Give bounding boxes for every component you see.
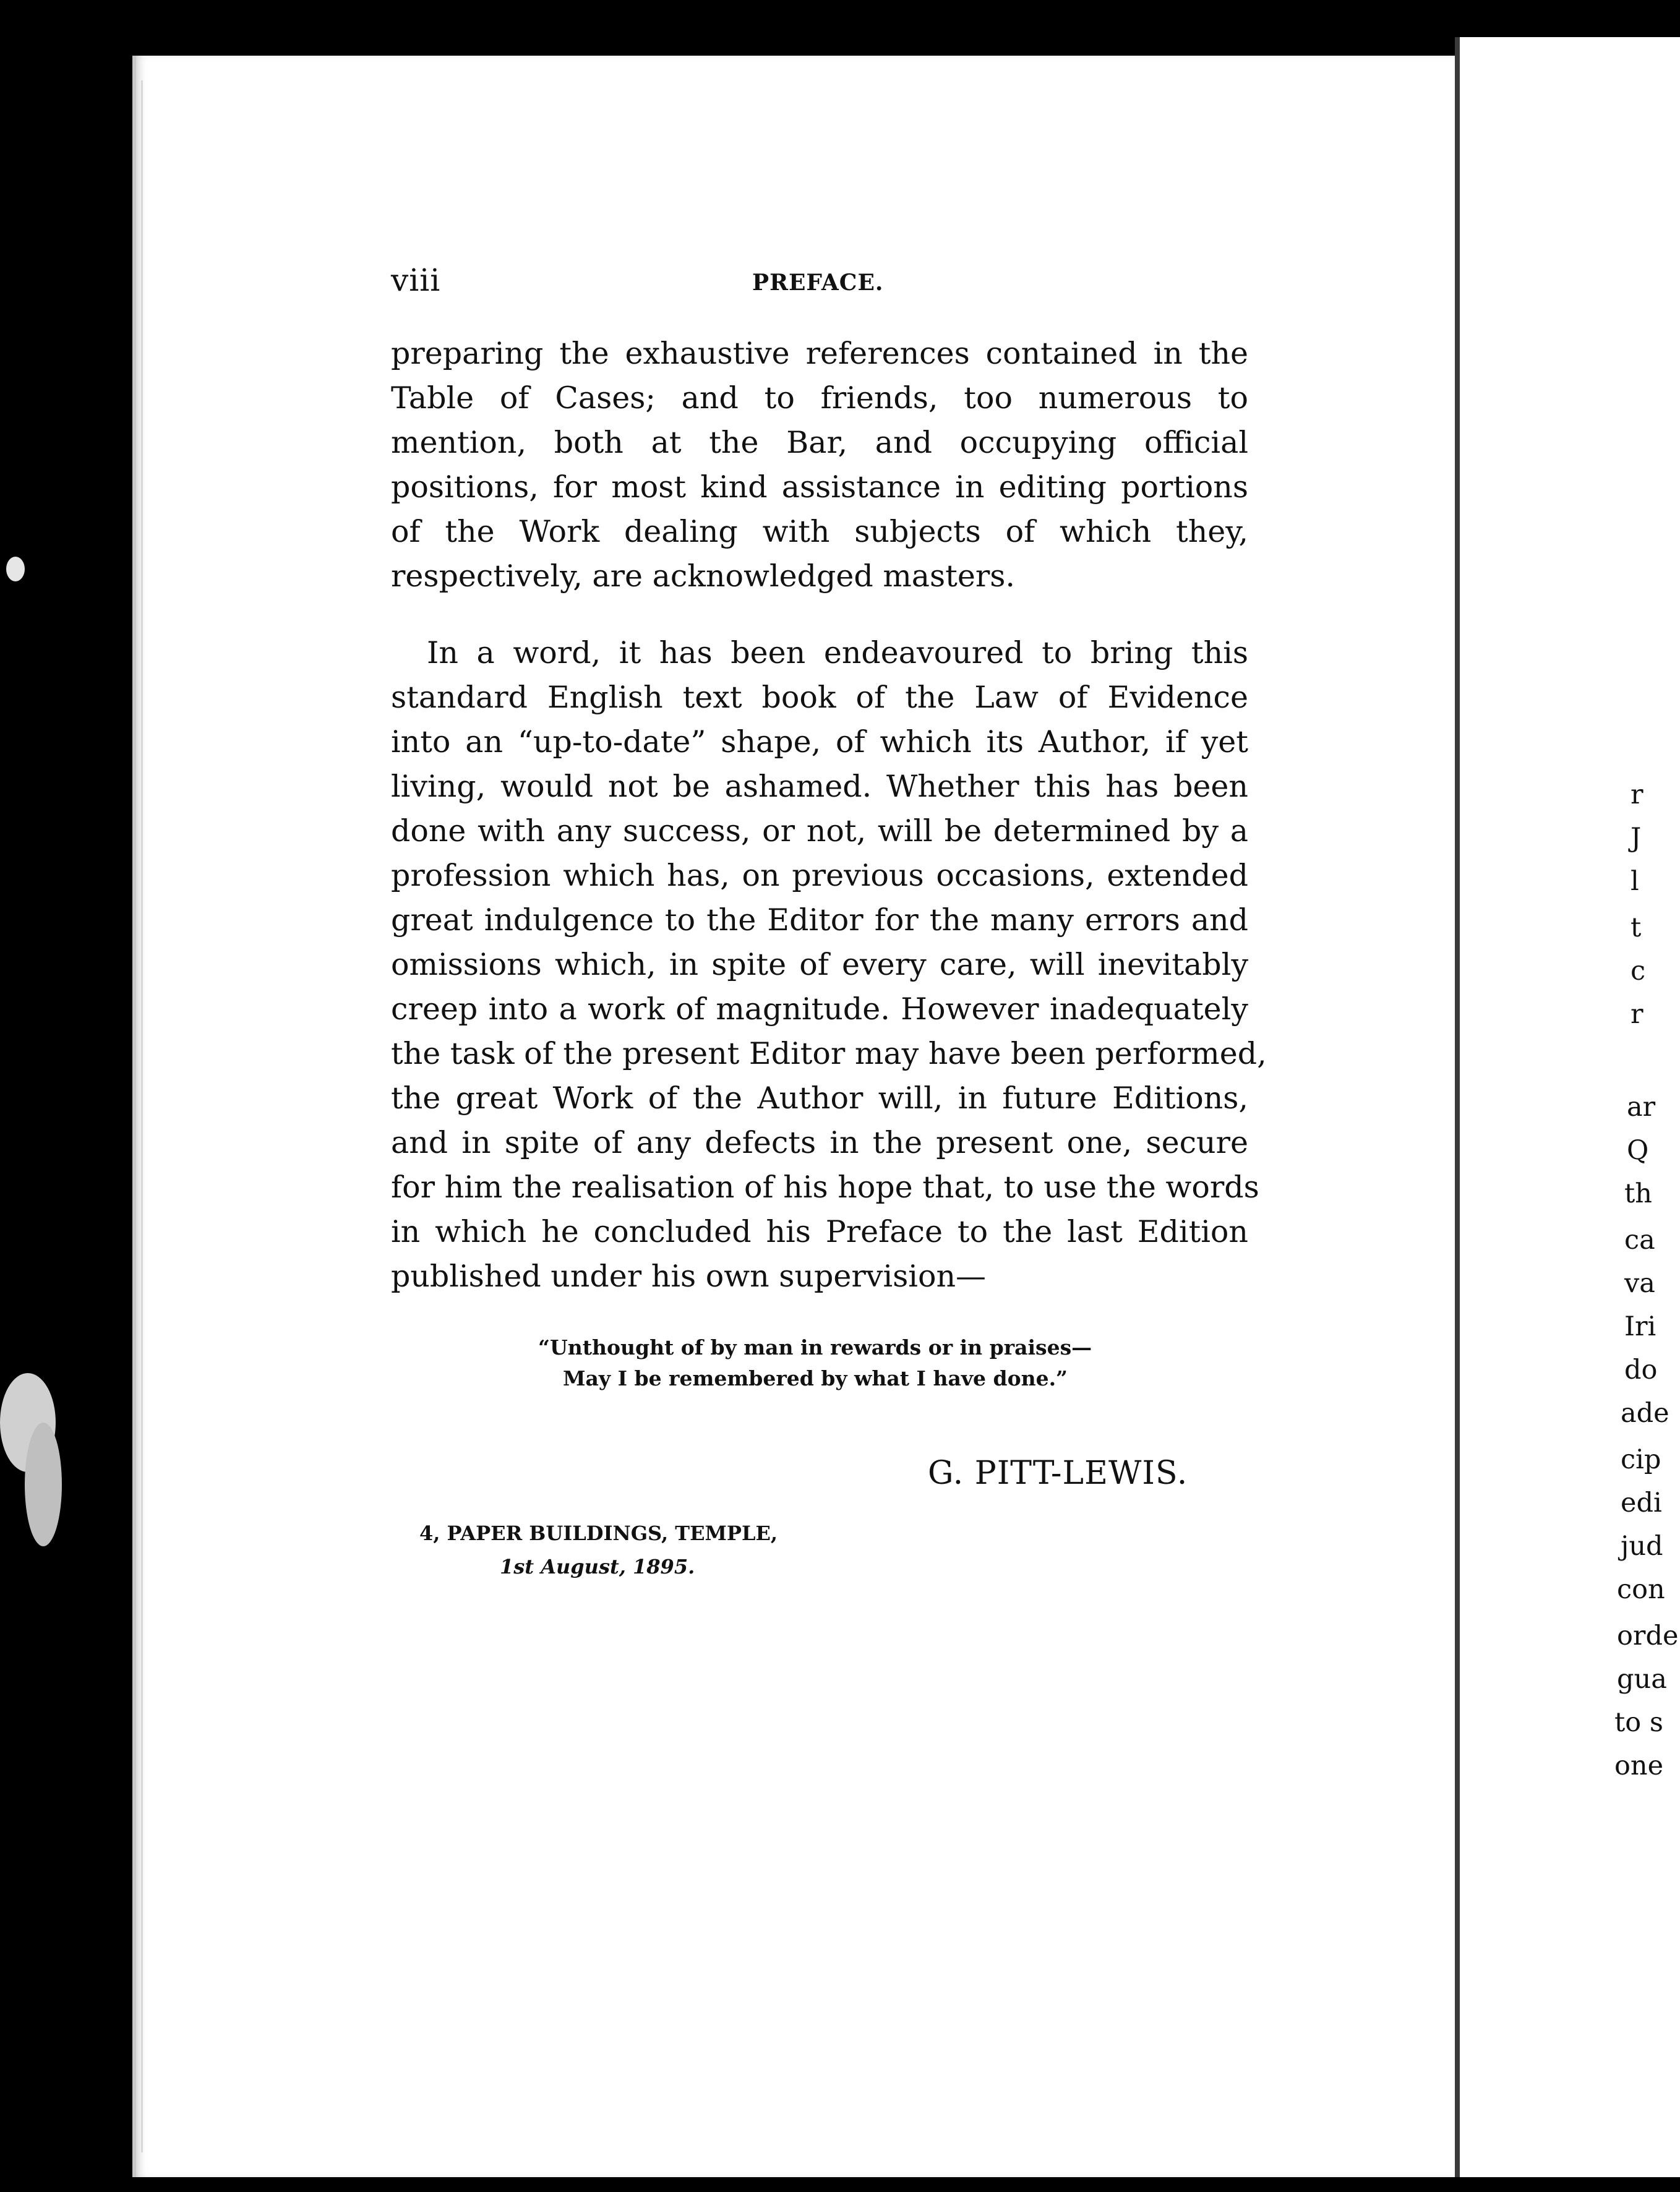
text-line: in which he concluded his Preface to the last Edition	[391, 1214, 1248, 1249]
text-line: the great Work of the Author will, in future Editions,	[391, 1081, 1248, 1116]
facing-page-fragment: r	[1631, 999, 1644, 1030]
address-line: 4, PAPER BUILDINGS, TEMPLE,	[419, 1522, 778, 1545]
text-line: great indulgence to the Editor for the many errors and	[391, 902, 1248, 938]
text-line: for him the realisation of his hope that, to use the words	[391, 1170, 1259, 1205]
author-signature: G. PITT-LEWIS.	[928, 1455, 1188, 1492]
facing-page-fragment: c	[1631, 956, 1646, 987]
text-line: published under his own supervision—	[391, 1259, 987, 1294]
text-line: into an “up-to-date” shape, of which its Author, if yet	[391, 724, 1248, 760]
facing-page-fragment: l	[1631, 866, 1639, 897]
quote-line: “Unthought of by man in rewards or in praises—	[538, 1335, 1092, 1359]
text-line: done with any success, or not, will be determined by a	[391, 813, 1248, 849]
facing-page-edge	[1455, 37, 1680, 2177]
quote-line: May I be remembered by what I have done.”	[563, 1366, 1068, 1390]
text-line: Table of Cases; and to friends, too numerous to	[391, 380, 1248, 416]
facing-page-fragment: Iri	[1624, 1311, 1656, 1342]
text-line: respectively, are acknowledged masters.	[391, 559, 1015, 594]
page-number: viii	[391, 262, 441, 298]
text-line: the task of the present Editor may have been performed,	[391, 1036, 1267, 1071]
facing-page-fragment: edi	[1621, 1488, 1662, 1518]
text-line: In a word, it has been endeavoured to bring this	[427, 635, 1248, 670]
facing-page-fragment: orde	[1617, 1620, 1679, 1651]
text-line: profession which has, on previous occasions, extended	[391, 858, 1248, 893]
facing-page-fragment: con	[1617, 1574, 1665, 1605]
text-line: preparing the exhaustive references contained in the	[391, 336, 1248, 371]
facing-page-fragment: one	[1614, 1750, 1664, 1781]
scan-speck	[6, 557, 25, 581]
facing-page-fragment: do	[1624, 1355, 1658, 1385]
paragraph-2	[391, 631, 1267, 1299]
facing-page-fragment: r	[1631, 779, 1644, 810]
facing-page-fragment: cip	[1621, 1444, 1661, 1475]
text-line: living, would not be ashamed. Whether this has been	[391, 769, 1248, 804]
paragraph-1	[391, 332, 1248, 599]
running-head: PREFACE.	[752, 270, 884, 296]
facing-page-fragment: J	[1631, 823, 1642, 854]
facing-page-fragment: gua	[1617, 1664, 1667, 1695]
scan-speck	[25, 1423, 62, 1546]
text-line: mention, both at the Bar, and occupying official	[391, 425, 1248, 460]
facing-page-fragment: t	[1631, 912, 1642, 943]
facing-page-fragment: Q	[1627, 1135, 1649, 1166]
text-line: positions, for most kind assistance in editing portions	[391, 469, 1248, 505]
facing-page-fragment: th	[1624, 1178, 1652, 1209]
facing-page-fragment: va	[1624, 1268, 1655, 1299]
facing-page-fragment: jud	[1621, 1531, 1663, 1562]
facing-page-fragment: to s	[1614, 1707, 1663, 1738]
facing-page-fragment: ade	[1621, 1398, 1669, 1429]
address-block	[419, 1517, 778, 1583]
date-line: 1st August, 1895.	[500, 1555, 695, 1578]
text-line: creep into a work of magnitude. However inadequately	[391, 991, 1248, 1027]
epigraph-quote	[538, 1332, 1120, 1394]
text-line: of the Work dealing with subjects of which they,	[391, 514, 1248, 549]
text-line: standard English text book of the Law of Evidence	[391, 680, 1248, 715]
text-line: omissions which, in spite of every care, will inevitably	[391, 947, 1248, 982]
text-line: and in spite of any defects in the present one, secure	[391, 1125, 1248, 1160]
facing-page-fragment: ca	[1624, 1225, 1655, 1256]
facing-page-fragment: ar	[1627, 1092, 1656, 1123]
